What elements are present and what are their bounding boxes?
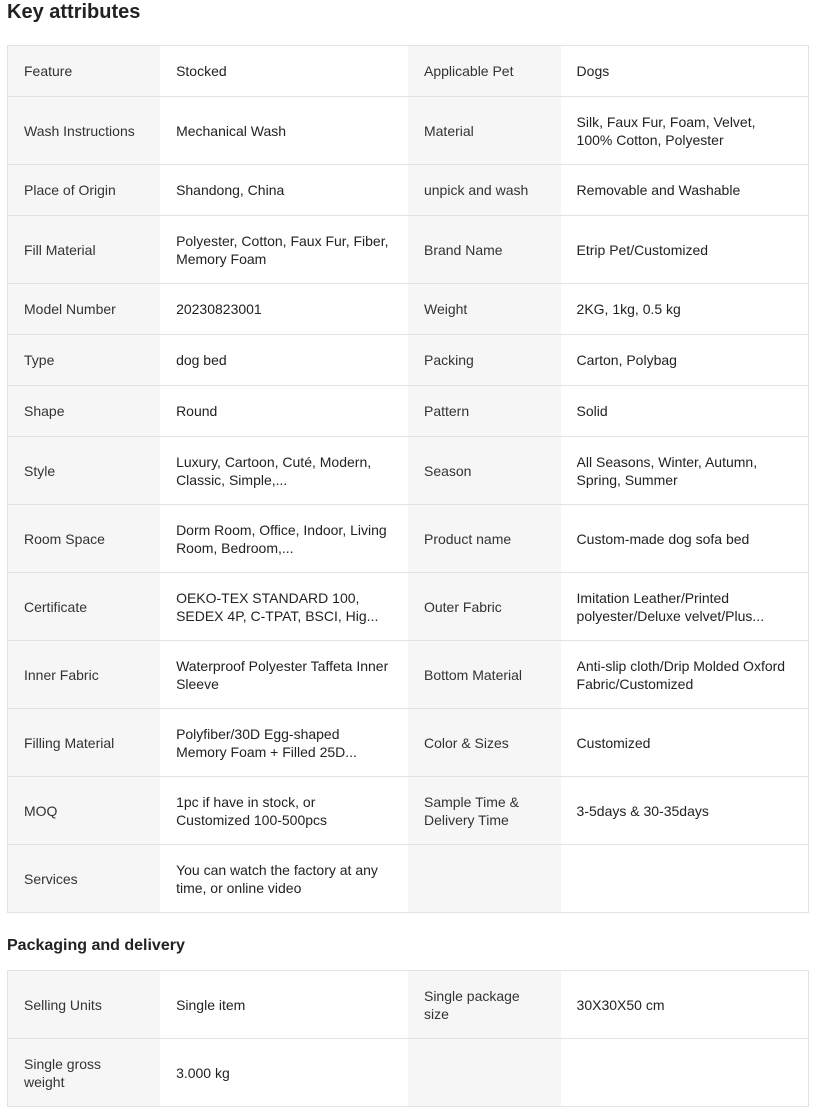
attribute-label-text: Certificate xyxy=(24,598,88,615)
attribute-value xyxy=(160,641,408,709)
attribute-value-text: Round xyxy=(176,403,218,419)
attribute-value-text: Single item xyxy=(176,996,246,1013)
attribute-value-text: Etrip Pet/Customized xyxy=(576,241,709,258)
attribute-value xyxy=(561,437,809,505)
attribute-value xyxy=(160,709,408,777)
attribute-label-text: Outer Fabric xyxy=(423,598,502,615)
attribute-row xyxy=(8,165,809,216)
attribute-value xyxy=(160,284,408,335)
attribute-value-text: OEKO-TEX STANDARD 100, SEDEX 4P, C-TPAT, BSCI, Hig... xyxy=(176,589,379,624)
attribute-label xyxy=(408,386,561,437)
attribute-row xyxy=(8,641,809,709)
attribute-label xyxy=(408,845,561,913)
attribute-label-text: Place of Origin xyxy=(24,182,116,198)
attribute-label-text: Weight xyxy=(423,301,468,317)
attribute-row xyxy=(8,709,809,777)
attribute-row xyxy=(8,777,809,845)
attribute-row xyxy=(8,335,809,386)
attribute-label xyxy=(408,641,561,709)
attribute-value-text: Silk, Faux Fur, Foam, Velvet, 100% Cotton, Polyester xyxy=(576,113,756,148)
attribute-value xyxy=(160,165,408,216)
attribute-value-text: Dogs xyxy=(576,63,610,79)
attribute-row xyxy=(8,1039,809,1107)
attribute-label-text: Filling Material xyxy=(24,734,115,751)
attribute-value xyxy=(561,165,809,216)
attribute-value-text: Custom-made dog sofa bed xyxy=(576,530,750,547)
attribute-label xyxy=(8,97,161,165)
attribute-label-text: Style xyxy=(24,462,56,479)
attribute-value-text: Stocked xyxy=(176,63,227,79)
attribute-value xyxy=(160,97,408,165)
attribute-row xyxy=(8,216,809,284)
attribute-label-text: Brand Name xyxy=(423,241,503,258)
attribute-label-text: Applicable Pet xyxy=(423,63,514,79)
attribute-row xyxy=(8,505,809,573)
key-attributes-title: Key attributes xyxy=(7,1,141,23)
attribute-value-text: Waterproof Polyester Taffeta Inner Sleeve xyxy=(176,657,389,692)
attribute-value-text: Imitation Leather/Printed polyester/Deluxe velvet/Plus... xyxy=(576,589,765,624)
attribute-label-text: MOQ xyxy=(24,802,58,819)
attribute-value-text: Luxury, Cartoon, Cuté, Modern, Classic, Simple,... xyxy=(176,453,372,488)
attribute-value-text: 3.000 kg xyxy=(176,1064,230,1081)
attribute-value xyxy=(561,573,809,641)
attribute-label xyxy=(408,573,561,641)
attribute-label xyxy=(8,216,161,284)
attribute-label xyxy=(408,971,561,1039)
attribute-row xyxy=(8,971,809,1039)
attribute-label xyxy=(408,46,561,97)
attribute-label xyxy=(408,97,561,165)
attribute-value-text: Dorm Room, Office, Indoor, Living Room, Bedroom,... xyxy=(176,521,387,556)
attribute-label xyxy=(8,1039,161,1107)
attribute-value xyxy=(160,845,408,913)
attribute-value-text: All Seasons, Winter, Autumn, Spring, Summer xyxy=(576,453,758,488)
attribute-value-text: Anti-slip cloth/Drip Molded Oxford Fabric/Customized xyxy=(576,657,786,692)
attribute-value-text: Mechanical Wash xyxy=(176,122,287,139)
attribute-label xyxy=(8,709,161,777)
attribute-label xyxy=(8,46,161,97)
attribute-label-text: unpick and wash xyxy=(423,182,529,198)
attribute-label xyxy=(8,335,161,386)
attribute-value-text: 2KG, 1kg, 0.5 kg xyxy=(576,301,681,317)
attribute-row xyxy=(8,46,809,97)
attribute-value xyxy=(160,971,408,1039)
attribute-label-text: Inner Fabric xyxy=(24,666,99,683)
attribute-label-text: Feature xyxy=(24,63,73,79)
attribute-value-text: You can watch the factory at any time, or online video xyxy=(176,861,378,896)
attribute-value-text: 1pc if have in stock, or Customized 100-500pcs xyxy=(176,793,328,828)
attribute-label-text: Room Space xyxy=(24,530,105,547)
attribute-value-text: Polyester, Cotton, Faux Fur, Fiber, Memory Foam xyxy=(176,232,389,267)
attribute-label-text: Single gross weight xyxy=(24,1055,102,1090)
attribute-value xyxy=(160,505,408,573)
attribute-value-text: Carton, Polybag xyxy=(576,352,677,368)
attribute-value xyxy=(561,386,809,437)
attribute-label-text: Fill Material xyxy=(24,241,96,258)
attribute-value-text: Shandong, China xyxy=(176,182,285,198)
attribute-label-text: Packing xyxy=(423,352,474,368)
attribute-value xyxy=(561,971,809,1039)
attribute-value xyxy=(160,335,408,386)
packaging-delivery-table xyxy=(7,970,809,1107)
attribute-label-text: Single package size xyxy=(423,987,520,1022)
attribute-row xyxy=(8,845,809,913)
attribute-value-text: dog bed xyxy=(176,352,227,368)
attribute-value xyxy=(561,709,809,777)
attribute-label-text: Bottom Material xyxy=(423,666,523,683)
attribute-row xyxy=(8,573,809,641)
attribute-value xyxy=(160,573,408,641)
attribute-value xyxy=(561,216,809,284)
attribute-label xyxy=(8,777,161,845)
attribute-value-text: 30X30X50 cm xyxy=(576,996,665,1013)
attribute-label xyxy=(8,505,161,573)
attribute-row xyxy=(8,386,809,437)
attribute-value xyxy=(160,777,408,845)
attribute-value-text: Solid xyxy=(576,403,608,419)
attribute-value xyxy=(561,641,809,709)
attribute-row xyxy=(8,437,809,505)
attribute-label-text: Selling Units xyxy=(24,996,102,1013)
attribute-label xyxy=(8,573,161,641)
attribute-label xyxy=(408,1039,561,1107)
attribute-label xyxy=(408,505,561,573)
attribute-value xyxy=(160,46,408,97)
attribute-label xyxy=(408,437,561,505)
attribute-label xyxy=(8,386,161,437)
attribute-value xyxy=(160,386,408,437)
attribute-row xyxy=(8,284,809,335)
attribute-label-text: Material xyxy=(423,122,474,139)
attribute-label xyxy=(8,641,161,709)
attribute-value xyxy=(561,46,809,97)
attribute-label xyxy=(408,335,561,386)
attribute-value-text: Removable and Washable xyxy=(576,182,741,198)
attribute-label-text: Sample Time & Delivery Time xyxy=(423,793,519,828)
attribute-label-text: Type xyxy=(24,352,55,368)
attribute-label xyxy=(8,845,161,913)
attribute-label-text: Shape xyxy=(24,403,65,419)
attribute-label xyxy=(8,284,161,335)
attribute-label xyxy=(408,777,561,845)
attribute-value xyxy=(561,1039,809,1107)
attribute-label-text: Color & Sizes xyxy=(423,734,509,751)
attribute-value-text: Customized xyxy=(576,734,651,751)
attribute-value xyxy=(160,437,408,505)
attribute-label xyxy=(8,437,161,505)
attribute-value-text: 3-5days & 30-35days xyxy=(576,802,709,819)
attribute-value xyxy=(160,1039,408,1107)
attribute-value xyxy=(561,845,809,913)
attribute-value xyxy=(561,284,809,335)
attribute-label-text: Pattern xyxy=(423,403,470,419)
attribute-value-text: Polyfiber/30D Egg-shaped Memory Foam + Filled 25D... xyxy=(176,725,357,760)
attribute-label xyxy=(408,165,561,216)
attribute-value xyxy=(561,777,809,845)
attribute-label-text: Services xyxy=(24,870,78,887)
key-attributes-table xyxy=(7,45,809,913)
attribute-label xyxy=(8,971,161,1039)
attribute-value-text: 20230823001 xyxy=(176,301,262,317)
attribute-label xyxy=(408,216,561,284)
attribute-label-text: Model Number xyxy=(24,301,116,317)
attribute-label xyxy=(408,284,561,335)
attribute-label-text: Product name xyxy=(423,530,512,547)
attribute-label xyxy=(408,709,561,777)
attribute-value xyxy=(561,335,809,386)
attribute-value xyxy=(561,505,809,573)
attribute-label-text: Season xyxy=(423,462,472,479)
attribute-row xyxy=(8,97,809,165)
attribute-value xyxy=(160,216,408,284)
attribute-value xyxy=(561,97,809,165)
attribute-label xyxy=(8,165,161,216)
attribute-label-text: Wash Instructions xyxy=(24,122,135,139)
packaging-delivery-title: Packaging and delivery xyxy=(7,937,185,954)
